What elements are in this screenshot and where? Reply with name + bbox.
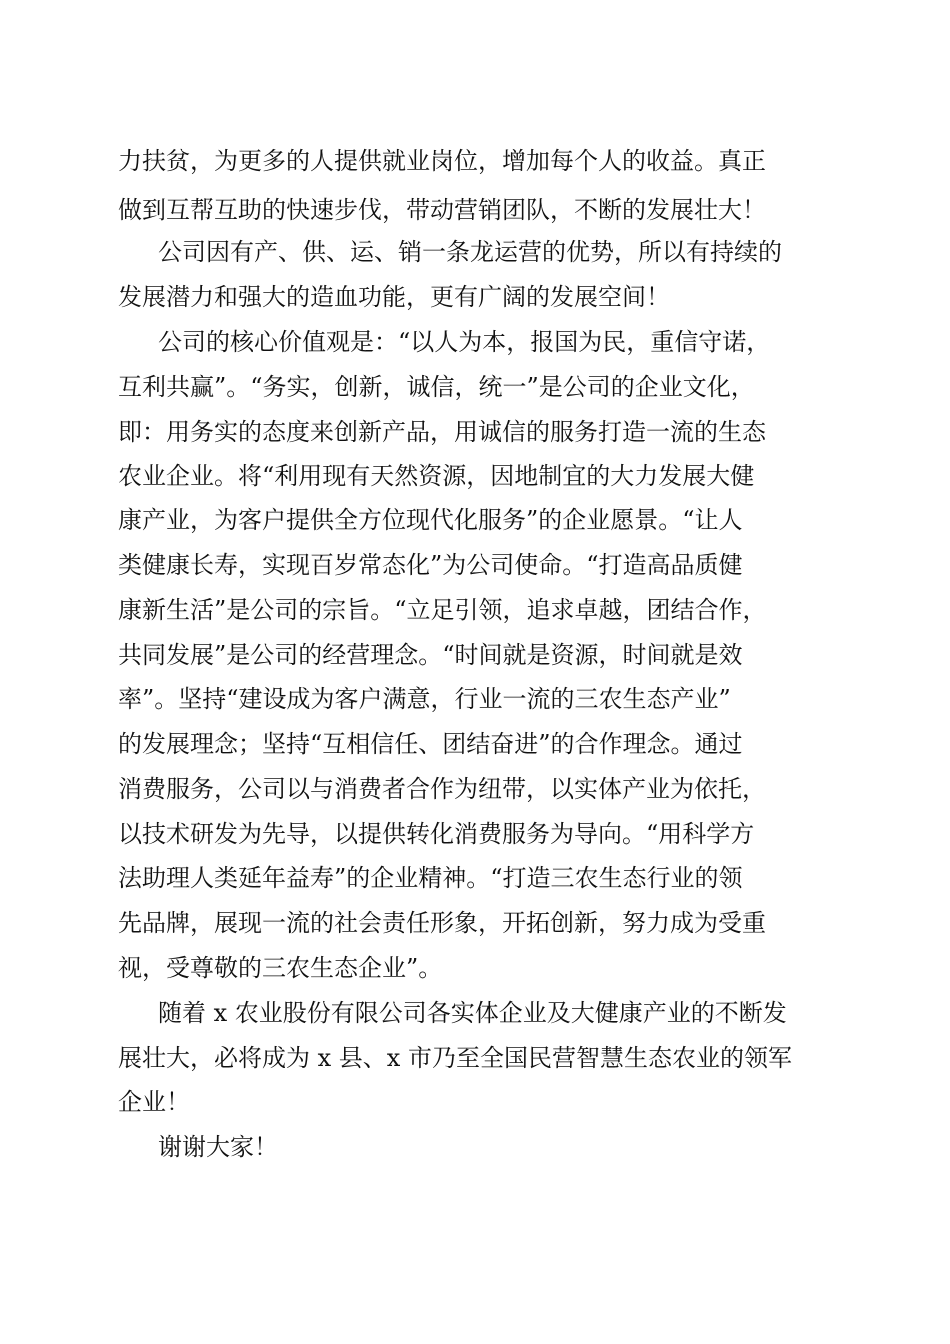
paragraph-3-line-12: 以技术研发为先导，以提供转化消费服务为导向。“用科学方 — [118, 820, 755, 848]
paragraph-2-line-1: 公司因有产、供、运、销一条龙运营的优势，所以有持续的 — [158, 238, 782, 266]
paragraph-3-line-2: 互利共赢”。“务实，创新，诚信，统一”是公司的企业文化， — [118, 373, 755, 401]
paragraph-3-line-3: 即：用务实的态度来创新产品，用诚信的服务打造一流的生态 — [118, 418, 766, 446]
paragraph-3-line-13: 法助理人类延年益寿”的企业精神。“打造三农生态行业的领 — [118, 864, 743, 892]
paragraph-3-line-5: 康产业，为客户提供全方位现代化服务”的企业愿景。“让人 — [118, 506, 743, 534]
paragraph-3-line-6: 类健康长寿，实现百岁常态化”为公司使命。“打造高品质健 — [118, 551, 743, 579]
paragraph-3-line-4: 农业企业。将“利用现有天然资源，因地制宜的大力发展大健 — [118, 462, 755, 490]
paragraph-2-line-2: 发展潜力和强大的造血功能，更有广阔的发展空间！ — [118, 283, 670, 311]
closing-line: 谢谢大家！ — [158, 1133, 278, 1161]
paragraph-1-line-1: 力扶贫，为更多的人提供就业岗位，增加每个人的收益。真正 — [118, 147, 766, 175]
paragraph-3-line-10: 的发展理念；坚持“互相信任、团结奋进”的合作理念。通过 — [118, 730, 743, 758]
paragraph-3-line-8: 共同发展”是公司的经营理念。“时间就是资源，时间就是效 — [118, 641, 743, 669]
paragraph-3-line-7: 康新生活”是公司的宗旨。“立足引领，追求卓越，团结合作， — [118, 596, 767, 624]
paragraph-1-line-2: 做到互帮互助的快速步伐，带动营销团队，不断的发展壮大！ — [118, 196, 766, 224]
paragraph-4-line-2: 展壮大，必将成为 x 县、x 市乃至全国民营智慧生态农业的领军 — [118, 1044, 792, 1072]
paragraph-4-line-1: 随着 x 农业股份有限公司各实体企业及大健康产业的不断发 — [158, 999, 787, 1027]
paragraph-4-line-3: 企业！ — [118, 1088, 190, 1116]
paragraph-3-line-11: 消费服务，公司以与消费者合作为纽带，以实体产业为依托， — [118, 775, 766, 803]
paragraph-3-line-9: 率”。坚持“建设成为客户满意，行业一流的三农生态产业” — [118, 685, 731, 713]
paragraph-3-line-14: 先品牌，展现一流的社会责任形象，开拓创新，努力成为受重 — [118, 909, 766, 937]
paragraph-3-line-1: 公司的核心价值观是：“以人为本，报国为民，重信守诺， — [158, 328, 771, 356]
paragraph-3-line-15: 视，受尊敬的三农生态企业”。 — [118, 954, 443, 982]
